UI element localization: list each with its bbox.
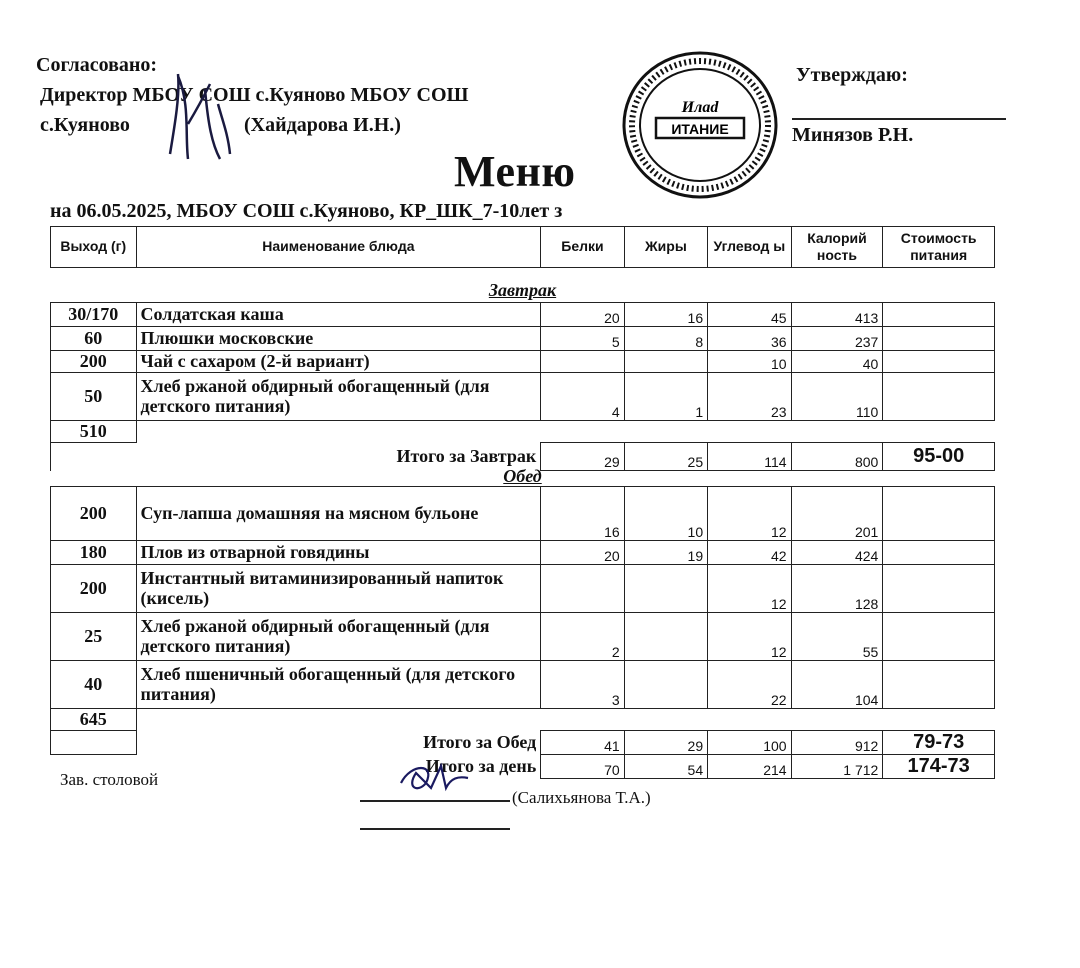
item-name: Солдатская каша bbox=[136, 303, 541, 327]
item-cost bbox=[883, 373, 995, 421]
col-protein: Белки bbox=[541, 227, 624, 268]
item-fat: 16 bbox=[624, 303, 707, 327]
breakfast-row bbox=[51, 327, 995, 351]
item-fat bbox=[624, 351, 707, 373]
item-output: 180 bbox=[51, 541, 137, 565]
stamp-inner-text: Илаd bbox=[681, 99, 719, 116]
village-label: с.Куяново bbox=[40, 114, 130, 136]
item-protein bbox=[541, 565, 624, 613]
item-fat: 10 bbox=[624, 487, 707, 541]
lunch-row bbox=[51, 541, 995, 565]
col-cost: Стоимость питания bbox=[883, 227, 995, 268]
breakfast-total-cost: 95-00 bbox=[883, 443, 995, 471]
lunch-total-cost: 79-73 bbox=[883, 731, 995, 755]
breakfast-row bbox=[51, 351, 995, 373]
lunch-table bbox=[50, 486, 995, 779]
breakfast-row bbox=[51, 303, 995, 327]
section-breakfast: Завтрак bbox=[488, 280, 557, 300]
director-signature bbox=[150, 64, 250, 164]
item-name: Хлеб ржаной обдирный обогащенный (для детского питания) bbox=[136, 373, 541, 421]
item-fat bbox=[624, 565, 707, 613]
lunch-total-protein: 41 bbox=[541, 731, 624, 755]
item-name: Плюшки московские bbox=[136, 327, 541, 351]
lunch-total-row bbox=[51, 731, 995, 755]
approver-name: Минязов Р.Н. bbox=[792, 124, 914, 146]
item-protein: 2 bbox=[541, 613, 624, 661]
item-carbs: 45 bbox=[708, 303, 791, 327]
item-calories: 201 bbox=[791, 487, 883, 541]
col-fat: Жиры bbox=[624, 227, 707, 268]
organization-stamp bbox=[620, 50, 780, 200]
item-carbs: 22 bbox=[708, 661, 791, 709]
breakfast-total-fat: 25 bbox=[624, 443, 707, 471]
item-output: 200 bbox=[51, 565, 137, 613]
breakfast-weight-row bbox=[51, 421, 995, 443]
item-calories: 424 bbox=[791, 541, 883, 565]
item-output: 40 bbox=[51, 661, 137, 709]
item-name: Инстантный витаминизированный напиток (кисель) bbox=[136, 565, 541, 613]
item-name: Суп-лапша домашняя на мясном бульоне bbox=[136, 487, 541, 541]
breakfast-total-protein: 29 bbox=[541, 443, 624, 471]
item-protein: 20 bbox=[541, 303, 624, 327]
breakfast-total-output: 510 bbox=[51, 421, 137, 443]
item-carbs: 12 bbox=[708, 565, 791, 613]
extra-signature-line bbox=[360, 828, 510, 830]
section-lunch: Обед bbox=[503, 466, 542, 486]
item-protein: 5 bbox=[541, 327, 624, 351]
col-calories: Калорий ность bbox=[791, 227, 883, 268]
item-carbs: 23 bbox=[708, 373, 791, 421]
item-cost bbox=[883, 351, 995, 373]
item-name: Хлеб пшеничный обогащенный (для детского питания) bbox=[136, 661, 541, 709]
lunch-weight-row bbox=[51, 709, 995, 731]
item-calories: 237 bbox=[791, 327, 883, 351]
canteen-name: (Салихьянова Т.А.) bbox=[512, 788, 651, 807]
item-calories: 104 bbox=[791, 661, 883, 709]
breakfast-total-label: Итого за Завтрак bbox=[396, 446, 537, 466]
item-protein: 20 bbox=[541, 541, 624, 565]
stamp-main-text: ИТАНИЕ bbox=[671, 121, 729, 137]
canteen-label: Зав. столовой bbox=[60, 770, 159, 789]
item-output: 200 bbox=[51, 351, 137, 373]
item-protein: 3 bbox=[541, 661, 624, 709]
item-carbs: 12 bbox=[708, 613, 791, 661]
breakfast-total-calories: 800 bbox=[791, 443, 883, 471]
item-output: 200 bbox=[51, 487, 137, 541]
col-carbs: Углевод ы bbox=[708, 227, 791, 268]
item-carbs: 12 bbox=[708, 487, 791, 541]
item-fat: 8 bbox=[624, 327, 707, 351]
item-name: Хлеб ржаной обдирный обогащенный (для детского питания) bbox=[136, 613, 541, 661]
canteen-signature bbox=[396, 758, 476, 798]
item-name: Чай с сахаром (2-й вариант) bbox=[136, 351, 541, 373]
item-calories: 40 bbox=[791, 351, 883, 373]
lunch-row bbox=[51, 565, 995, 613]
menu-table-header bbox=[50, 226, 995, 268]
agreed-label: Согласовано: bbox=[36, 54, 158, 76]
lunch-total-output: 645 bbox=[51, 709, 137, 731]
page-title: Меню bbox=[454, 147, 576, 196]
lunch-row bbox=[51, 613, 995, 661]
lunch-total-carbs: 100 bbox=[708, 731, 791, 755]
lunch-total-label: Итого за Обед bbox=[423, 732, 537, 752]
item-name: Плов из отварной говядины bbox=[136, 541, 541, 565]
director-line: Директор МБОУ СОШ с.Куяново МБОУ СОШ bbox=[40, 84, 469, 106]
item-calories: 110 bbox=[791, 373, 883, 421]
item-calories: 128 bbox=[791, 565, 883, 613]
item-carbs: 36 bbox=[708, 327, 791, 351]
approve-signature-line bbox=[792, 118, 1006, 120]
item-fat bbox=[624, 613, 707, 661]
item-protein: 4 bbox=[541, 373, 624, 421]
item-output: 30/170 bbox=[51, 303, 137, 327]
lunch-total-calories: 912 bbox=[791, 731, 883, 755]
director-name: (Хайдарова И.Н.) bbox=[244, 114, 401, 136]
item-cost bbox=[883, 541, 995, 565]
item-fat: 1 bbox=[624, 373, 707, 421]
day-total-fat: 54 bbox=[624, 755, 707, 779]
item-protein: 16 bbox=[541, 487, 624, 541]
item-cost bbox=[883, 487, 995, 541]
lunch-row bbox=[51, 661, 995, 709]
breakfast-total-carbs: 114 bbox=[708, 443, 791, 471]
canteen-signature-line bbox=[360, 800, 510, 802]
col-output: Выход (г) bbox=[51, 227, 137, 268]
breakfast-row bbox=[51, 373, 995, 421]
item-cost bbox=[883, 327, 995, 351]
lunch-total-fat: 29 bbox=[624, 731, 707, 755]
approve-label: Утверждаю: bbox=[796, 64, 908, 86]
item-cost bbox=[883, 565, 995, 613]
item-output: 50 bbox=[51, 373, 137, 421]
lunch-row bbox=[51, 487, 995, 541]
day-total-row bbox=[51, 755, 995, 779]
item-cost bbox=[883, 613, 995, 661]
page-subtitle: на 06.05.2025, МБОУ СОШ с.Куяново, КР_ШК_7-10лет з bbox=[50, 200, 563, 222]
item-calories: 413 bbox=[791, 303, 883, 327]
item-output: 60 bbox=[51, 327, 137, 351]
day-total-cost: 174-73 bbox=[883, 755, 995, 779]
item-calories: 55 bbox=[791, 613, 883, 661]
item-protein bbox=[541, 351, 624, 373]
item-carbs: 10 bbox=[708, 351, 791, 373]
item-cost bbox=[883, 661, 995, 709]
item-carbs: 42 bbox=[708, 541, 791, 565]
col-name: Наименование блюда bbox=[136, 227, 541, 268]
item-output: 25 bbox=[51, 613, 137, 661]
item-cost bbox=[883, 303, 995, 327]
day-total-calories: 1 712 bbox=[791, 755, 883, 779]
day-total-carbs: 214 bbox=[708, 755, 791, 779]
day-total-protein: 70 bbox=[541, 755, 624, 779]
item-fat: 19 bbox=[624, 541, 707, 565]
breakfast-table bbox=[50, 302, 995, 471]
day-total-label: Итого за день bbox=[425, 756, 537, 776]
item-fat bbox=[624, 661, 707, 709]
